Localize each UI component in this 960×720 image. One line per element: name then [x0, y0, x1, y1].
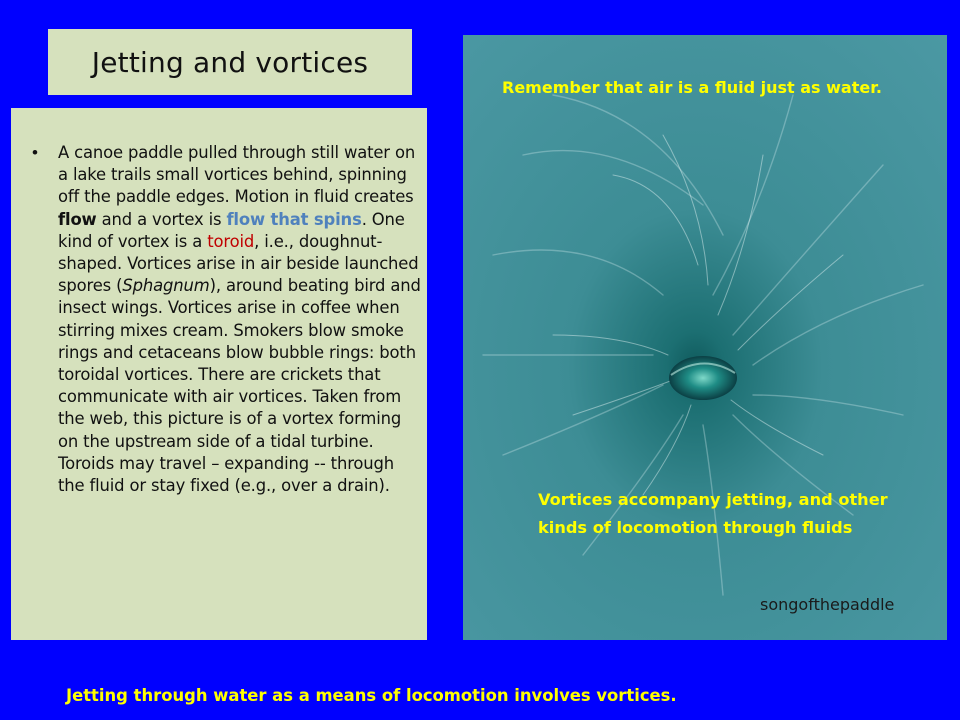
- body-text-part: ), around beating bird and insect wings. Vortices arise in coffee when stirring mixes cream. Smokers blow smoke rings and cetaceans blow bubble rings: both toroidal vortices. There are crickets that communicate with air vortices. Taken from the web, this picture is of a vortex forming on the upstream side of a tidal turbine. Toroids may travel – expanding -- through the fluid or stay fixed (e.g., over a drain).: [58, 276, 421, 496]
- slide-footer: Jetting through water as a means of locomotion involves vortices.: [66, 686, 677, 705]
- term-flow: flow: [58, 209, 97, 229]
- term-flow-that-spins: flow that spins: [226, 209, 362, 229]
- photo-caption-top: Remember that air is a fluid just as water.: [502, 78, 882, 97]
- body-text-part: and a vortex is: [96, 209, 227, 229]
- term-toroid: toroid: [207, 231, 255, 251]
- body-text-part: . One kind of vortex is a: [58, 209, 405, 251]
- slide-title: Jetting and vortices: [91, 45, 369, 79]
- vortex-image: [463, 35, 947, 640]
- bullet-icon: •: [32, 143, 38, 162]
- vortex-photo: [463, 35, 947, 640]
- photo-credit: songofthepaddle: [760, 595, 895, 614]
- term-sphagnum: Sphagnum: [122, 276, 210, 296]
- body-paragraph: [58, 142, 423, 497]
- body-text-part: A canoe paddle pulled through still water on a lake trails small vortices behind, spinning off the paddle edges. Motion in fluid creates: [58, 143, 416, 207]
- photo-caption-middle: Vortices accompany jetting, and other kinds of locomotion through fluids: [538, 490, 888, 537]
- body-text-box: [11, 108, 427, 640]
- title-box: [48, 29, 412, 95]
- body-text-part: , i.e., doughnut-shaped. Vortices arise in air beside launched spores (: [58, 231, 419, 296]
